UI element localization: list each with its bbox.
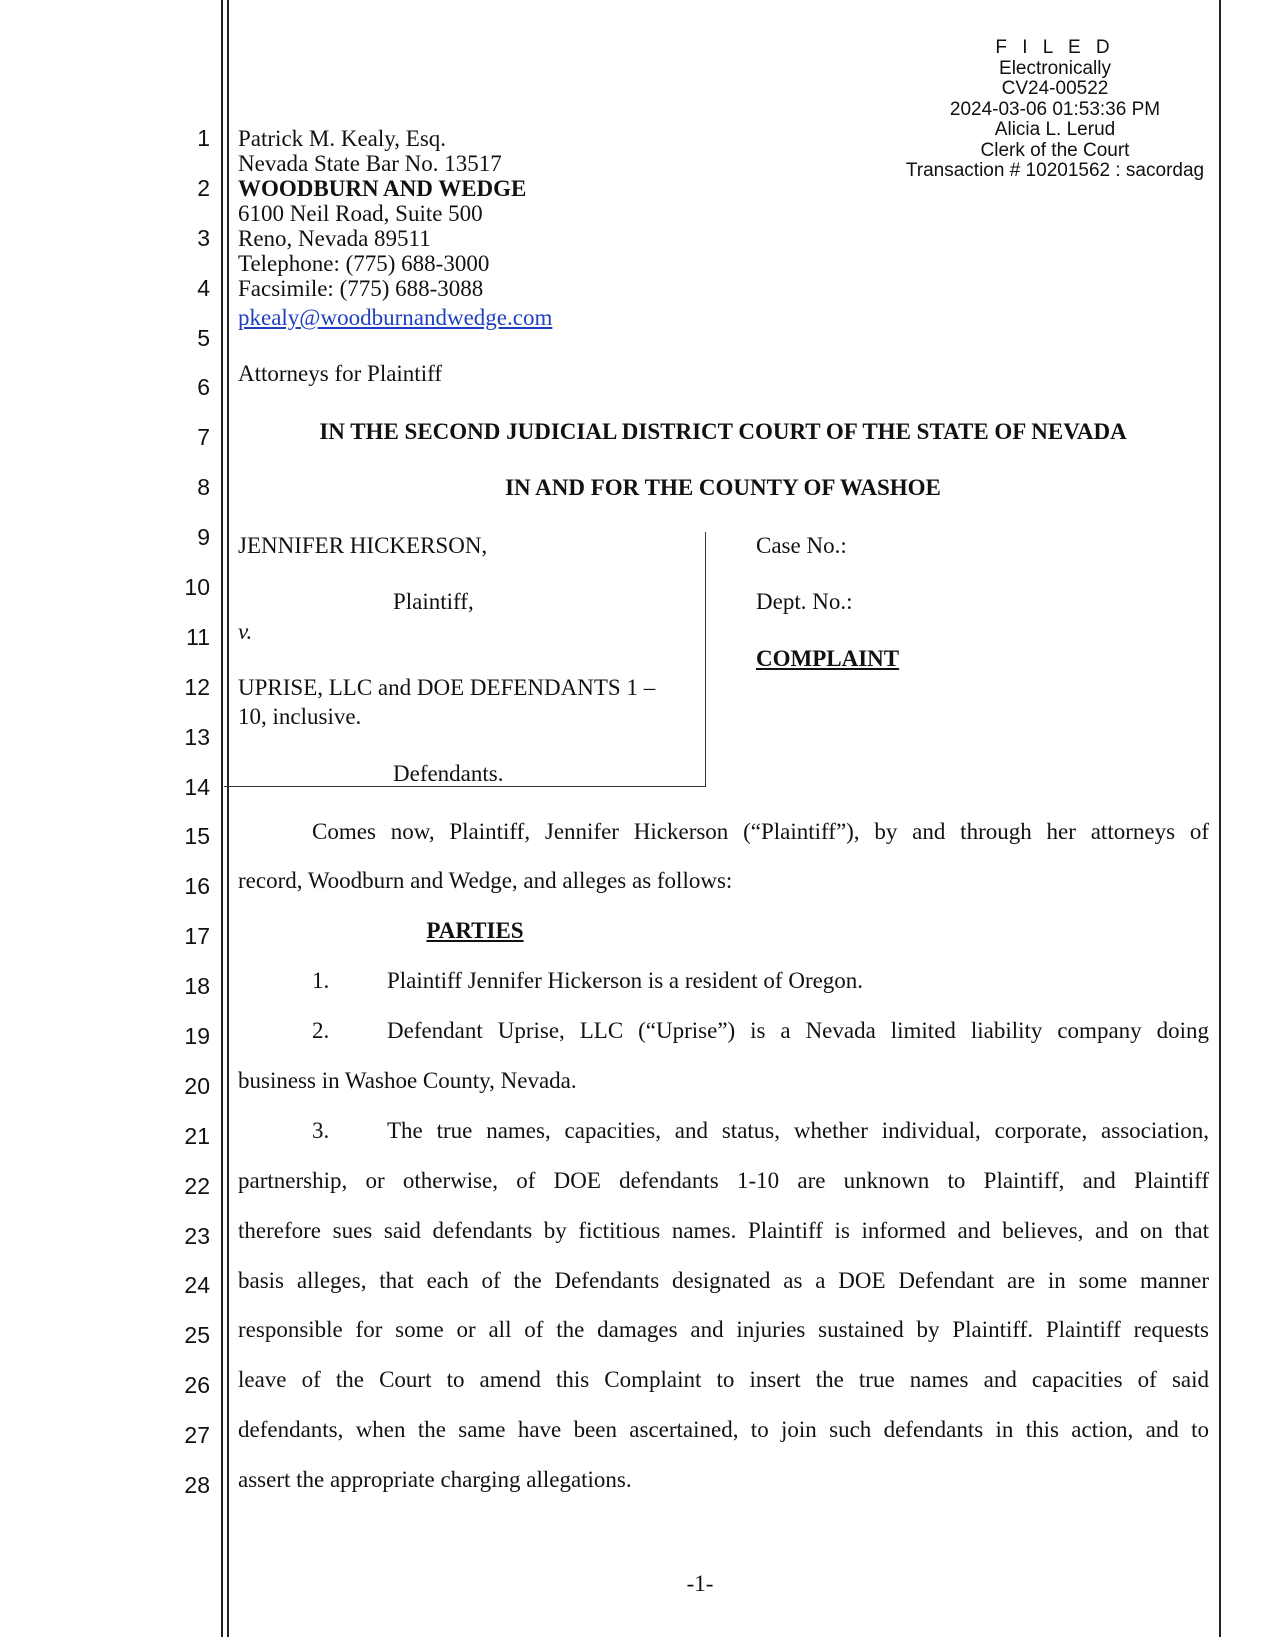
caption-defendants-line2: 10, inclusive. [238, 704, 362, 729]
paragraph-3-line-8: assert the appropriate charging allegations. [238, 1467, 632, 1492]
filing-stamp-case: CV24-00522 [1001, 78, 1109, 99]
filing-stamp [880, 38, 1230, 182]
line-number: 14 [184, 774, 210, 800]
caption-defendants-label: Defendants. [393, 761, 504, 786]
attorney-bar-number: Nevada State Bar No. 13517 [238, 151, 502, 176]
firm-address-line2: Reno, Nevada 89511 [238, 226, 431, 251]
line-number: 6 [197, 374, 210, 400]
paragraph-3-line-2: partnership, or otherwise, of DOE defendants 1-10 are unknown to Plaintiff, and Plaintiff [238, 1168, 1209, 1193]
intro-line-2: record, Woodburn and Wedge, and alleges as follows: [238, 868, 733, 893]
line-number: 9 [197, 524, 210, 550]
attorney-role: Attorneys for Plaintiff [238, 361, 442, 386]
line-number: 11 [186, 624, 210, 650]
line-number: 28 [184, 1472, 210, 1498]
firm-address-line1: 6100 Neil Road, Suite 500 [238, 201, 483, 226]
line-number: 25 [184, 1322, 210, 1348]
filing-stamp-transaction: Transaction # 10201562 : sacordag [905, 160, 1205, 181]
firm-name: WOODBURN AND WEDGE [238, 176, 527, 201]
filing-stamp-clerk-title: Clerk of the Court [980, 139, 1130, 161]
filing-stamp-filed: F I L E D [995, 37, 1115, 58]
paragraph-3-line-5: responsible for some or all of the damages and injuries sustained by Plaintiff. Plaintiff requests [238, 1317, 1209, 1342]
line-number: 4 [197, 275, 210, 301]
paragraph-2-number: 2. [312, 1018, 330, 1043]
paragraph-3-line-7: defendants, when the same have been ascertained, to join such defendants in this action, and to [238, 1417, 1209, 1442]
case-number-label: Case No.: [756, 533, 847, 558]
line-number: 24 [184, 1272, 210, 1298]
line-number: 12 [184, 674, 210, 700]
paragraph-3-number: 3. [312, 1118, 330, 1143]
court-name: IN THE SECOND JUDICIAL DISTRICT COURT OF THE STATE OF NEVADA [319, 419, 1127, 444]
document-title: COMPLAINT [756, 646, 900, 671]
paragraph-1-number: 1. [312, 968, 330, 993]
line-number: 13 [184, 724, 210, 750]
line-number: 20 [184, 1073, 210, 1099]
caption-versus: v. [238, 619, 253, 644]
line-number: 17 [184, 923, 210, 949]
line-number: 21 [184, 1123, 210, 1149]
line-number: 7 [197, 424, 210, 450]
filing-stamp-clerk: Alicia L. Lerud [994, 119, 1116, 140]
line-number: 15 [184, 823, 210, 849]
caption-plaintiff: JENNIFER HICKERSON, [238, 533, 488, 558]
paragraph-3-line-6: leave of the Court to amend this Complaint to insert the true names and capacities of said [238, 1367, 1209, 1392]
right-margin-rule [1219, 0, 1221, 1637]
line-number: 23 [184, 1223, 210, 1249]
court-county: IN AND FOR THE COUNTY OF WASHOE [505, 475, 941, 500]
line-number: 22 [184, 1173, 210, 1199]
page-number: -1- [686, 1571, 714, 1596]
left-margin-rule-inner [227, 0, 229, 1637]
line-number: 2 [197, 175, 210, 201]
line-number: 3 [197, 225, 210, 251]
attorney-email-link[interactable]: pkealy@woodburnandwedge.com [238, 305, 553, 330]
paragraph-3-line-4: basis alleges, that each of the Defendants designated as a DOE Defendant are in some manner [238, 1268, 1209, 1293]
firm-telephone: Telephone: (775) 688-3000 [238, 251, 490, 276]
attorney-email-line [238, 305, 552, 331]
caption-plaintiff-label: Plaintiff, [393, 589, 474, 614]
section-heading-parties: PARTIES [426, 918, 524, 943]
line-number: 26 [184, 1372, 210, 1398]
paragraph-1-text: Plaintiff Jennifer Hickerson is a resident of Oregon. [387, 968, 864, 993]
paragraph-3-line-1: The true names, capacities, and status, whether individual, corporate, association, [387, 1118, 1209, 1143]
filing-stamp-method: Electronically [999, 57, 1111, 79]
line-number: 5 [197, 325, 210, 351]
line-number: 18 [184, 973, 210, 999]
line-number: 10 [184, 574, 210, 600]
dept-number-label: Dept. No.: [756, 589, 853, 614]
attorney-name: Patrick M. Kealy, Esq. [238, 126, 447, 151]
line-number: 8 [197, 474, 210, 500]
left-margin-rule-outer [221, 0, 223, 1637]
line-number: 27 [184, 1422, 210, 1448]
line-number: 16 [184, 873, 210, 899]
paragraph-3-line-3: therefore sues said defendants by fictitious names. Plaintiff is informed and believes, and on that [238, 1218, 1209, 1243]
intro-line-1: Comes now, Plaintiff, Jennifer Hickerson (“Plaintiff”), by and through her attorneys of [312, 819, 1209, 844]
line-number: 1 [197, 125, 210, 151]
firm-facsimile: Facsimile: (775) 688-3088 [238, 276, 484, 301]
line-number: 19 [184, 1023, 210, 1049]
filing-stamp-datetime: 2024-03-06 01:53:36 PM [949, 98, 1161, 120]
paragraph-2-line-1: Defendant Uprise, LLC (“Uprise”) is a Nevada limited liability company doing [387, 1018, 1209, 1043]
paragraph-2-line-2: business in Washoe County, Nevada. [238, 1068, 577, 1093]
caption-divider-vertical [705, 532, 706, 786]
caption-defendants-line1: UPRISE, LLC and DOE DEFENDANTS 1 – [238, 675, 656, 700]
